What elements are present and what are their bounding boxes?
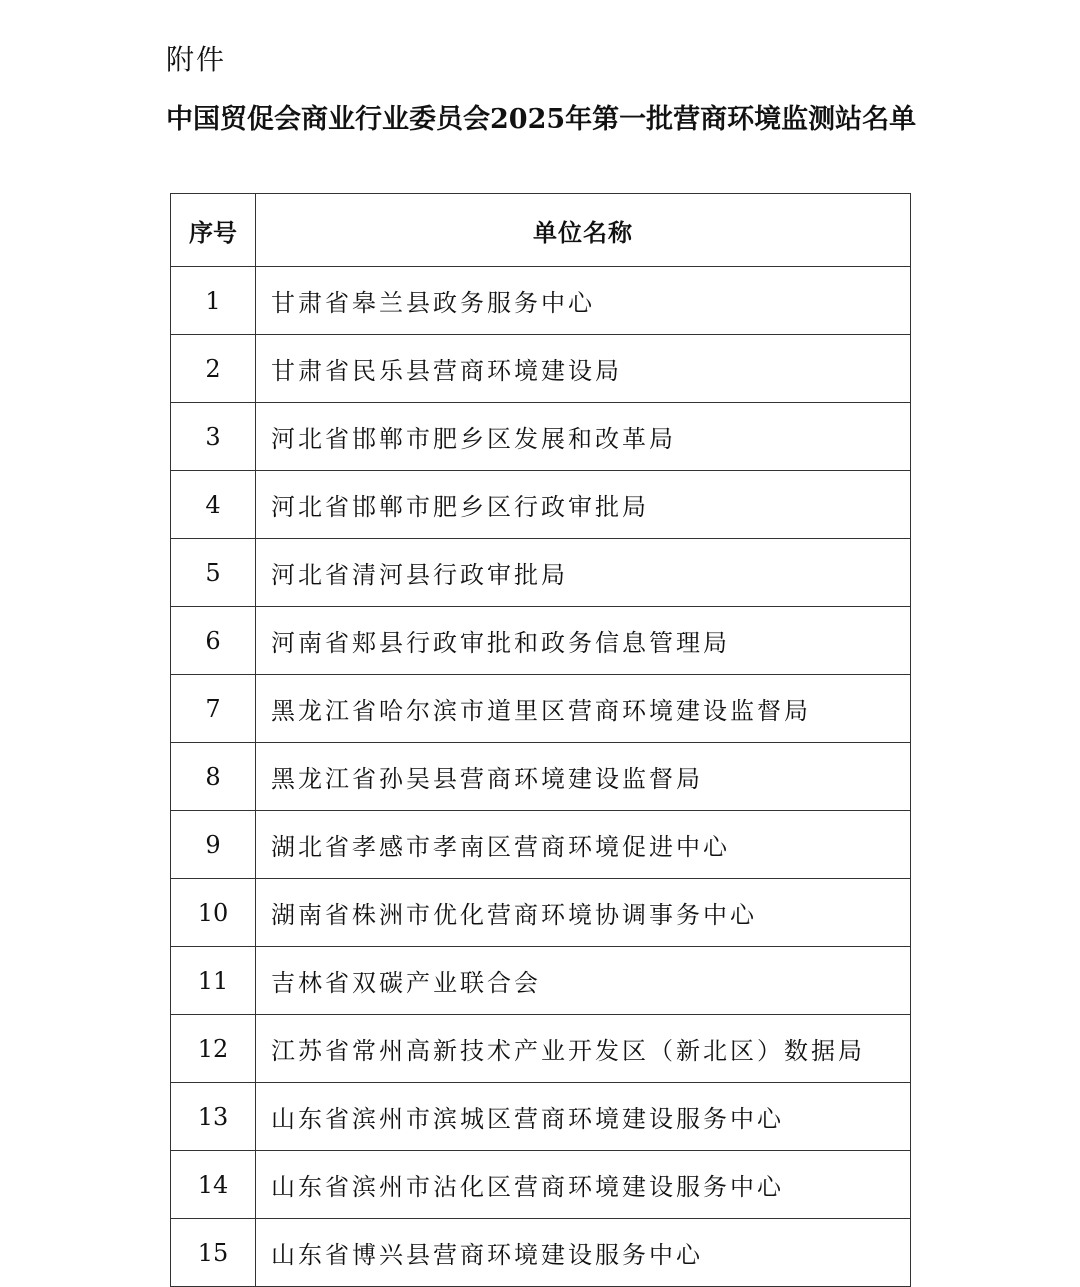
row-unit-name: 甘肃省皋兰县政务服务中心 xyxy=(256,267,911,335)
attachment-label: 附件 xyxy=(166,43,227,76)
table-row xyxy=(171,947,911,1015)
row-unit-name: 山东省滨州市沾化区营商环境建设服务中心 xyxy=(256,1151,911,1219)
row-unit-name: 山东省滨州市滨城区营商环境建设服务中心 xyxy=(256,1083,911,1151)
row-serial-number: 5 xyxy=(171,539,256,607)
table-row xyxy=(171,1083,911,1151)
table-row xyxy=(171,743,911,811)
row-serial-number: 2 xyxy=(171,335,256,403)
table-row xyxy=(171,335,911,403)
table-row xyxy=(171,1151,911,1219)
row-unit-name: 河北省邯郸市肥乡区行政审批局 xyxy=(256,471,911,539)
row-serial-number: 3 xyxy=(171,403,256,471)
row-unit-name: 黑龙江省哈尔滨市道里区营商环境建设监督局 xyxy=(256,675,911,743)
table-row xyxy=(171,879,911,947)
row-unit-name: 山东省博兴县营商环境建设服务中心 xyxy=(256,1219,911,1287)
table-row xyxy=(171,675,911,743)
table-row xyxy=(171,471,911,539)
row-serial-number: 15 xyxy=(171,1219,256,1287)
table-row xyxy=(171,607,911,675)
row-serial-number: 6 xyxy=(171,607,256,675)
header-serial-number: 序号 xyxy=(171,194,256,267)
table-row xyxy=(171,267,911,335)
row-unit-name: 甘肃省民乐县营商环境建设局 xyxy=(256,335,911,403)
row-unit-name: 湖北省孝感市孝南区营商环境促进中心 xyxy=(256,811,911,879)
table-row xyxy=(171,403,911,471)
table-row xyxy=(171,1219,911,1287)
row-serial-number: 1 xyxy=(171,267,256,335)
table-header-row xyxy=(171,194,911,267)
row-serial-number: 7 xyxy=(171,675,256,743)
row-unit-name: 河南省郏县行政审批和政务信息管理局 xyxy=(256,607,911,675)
row-unit-name: 吉林省双碳产业联合会 xyxy=(256,947,911,1015)
table-row xyxy=(171,1015,911,1083)
row-unit-name: 江苏省常州高新技术产业开发区（新北区）数据局 xyxy=(256,1015,911,1083)
row-serial-number: 4 xyxy=(171,471,256,539)
row-serial-number: 10 xyxy=(171,879,256,947)
row-unit-name: 河北省邯郸市肥乡区发展和改革局 xyxy=(256,403,911,471)
row-unit-name: 河北省清河县行政审批局 xyxy=(256,539,911,607)
row-unit-name: 黑龙江省孙吴县营商环境建设监督局 xyxy=(256,743,911,811)
station-list-table xyxy=(170,193,911,1287)
document-title: 中国贸促会商业行业委员会2025年第一批营商环境监测站名单 xyxy=(166,104,917,135)
row-serial-number: 14 xyxy=(171,1151,256,1219)
header-unit-name: 单位名称 xyxy=(256,194,911,267)
table-row xyxy=(171,539,911,607)
row-serial-number: 11 xyxy=(171,947,256,1015)
table-row xyxy=(171,811,911,879)
row-serial-number: 12 xyxy=(171,1015,256,1083)
row-serial-number: 13 xyxy=(171,1083,256,1151)
row-serial-number: 9 xyxy=(171,811,256,879)
row-serial-number: 8 xyxy=(171,743,256,811)
row-unit-name: 湖南省株洲市优化营商环境协调事务中心 xyxy=(256,879,911,947)
